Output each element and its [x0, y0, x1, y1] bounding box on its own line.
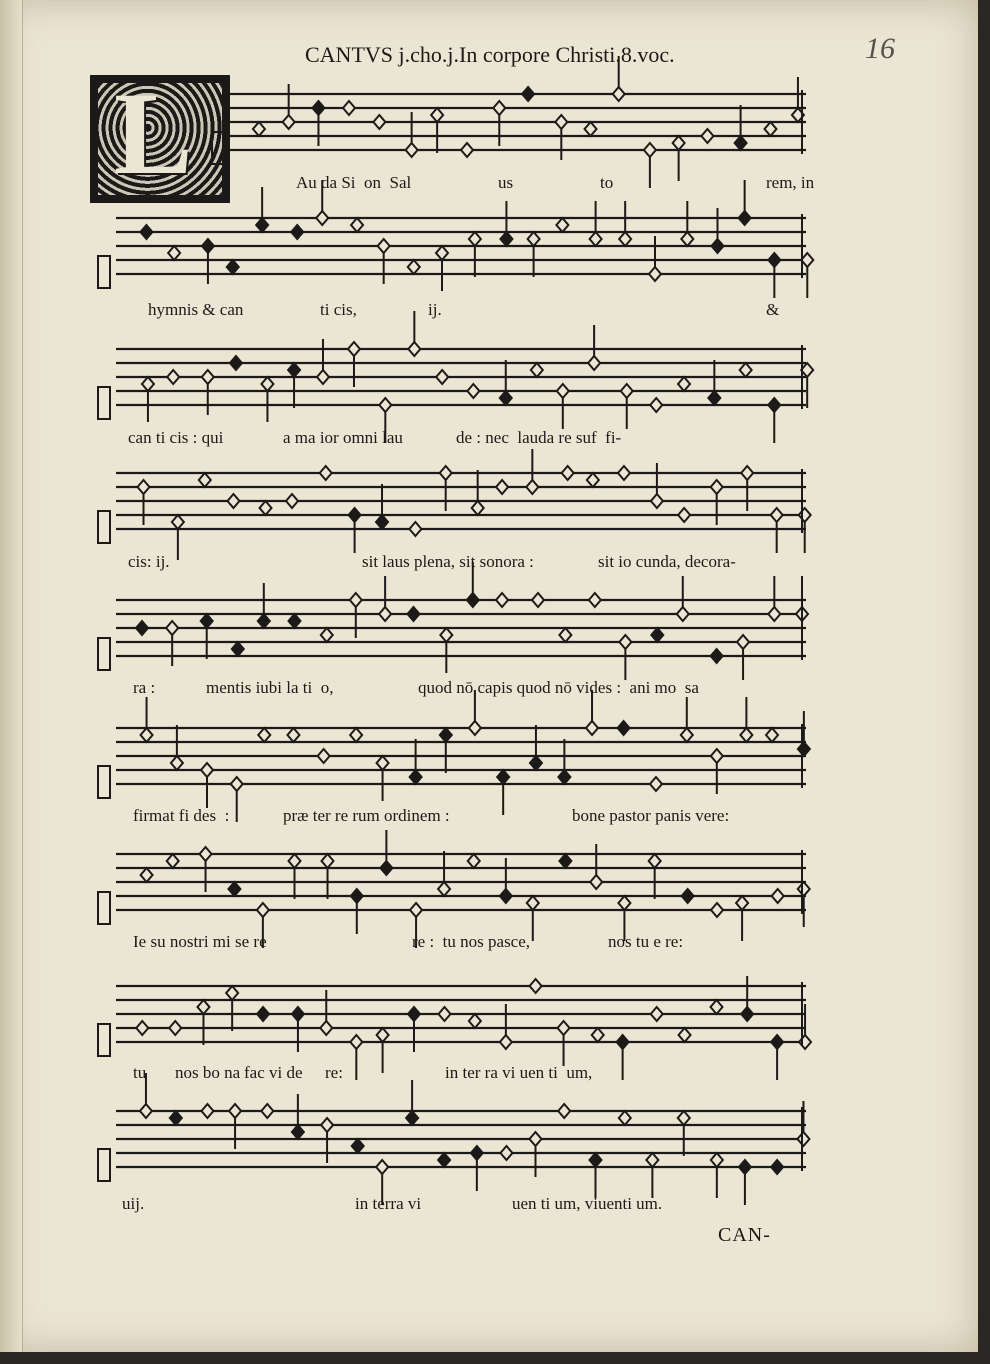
- lyric-text: hymnis & can: [148, 300, 244, 319]
- note-head: [469, 232, 481, 246]
- note-head: [472, 501, 484, 515]
- note-head: [562, 466, 574, 480]
- note-head: [322, 854, 334, 868]
- lyric-text: a ma ior omni lau: [283, 428, 403, 447]
- page-header: CANTVS j.cho.j.In corpore Christi.8.voc.: [305, 42, 675, 67]
- music-staff: [98, 467, 808, 557]
- note-head: [230, 356, 242, 370]
- note-head: [649, 854, 661, 868]
- note-head: [618, 466, 630, 480]
- note-head: [257, 1007, 269, 1021]
- note-head: [288, 363, 300, 377]
- note-head: [260, 501, 272, 515]
- note-head: [530, 979, 542, 993]
- music-staff: [98, 1105, 808, 1195]
- note-head: [348, 342, 360, 356]
- note-head: [199, 473, 211, 487]
- lyric-text: mentis iubi la ti o,: [206, 678, 334, 697]
- note-head: [201, 614, 213, 628]
- note-head: [377, 1028, 389, 1042]
- note-head: [701, 129, 713, 143]
- clef-icon: [212, 132, 224, 164]
- note-head: [650, 777, 662, 791]
- clef-icon: [98, 892, 110, 924]
- note-head: [798, 742, 810, 756]
- note-head: [258, 728, 270, 742]
- note-head: [283, 115, 295, 129]
- note-head: [202, 239, 214, 253]
- note-head: [651, 628, 663, 642]
- music-staff: [212, 88, 808, 178]
- lyric-text: in terra vi: [355, 1194, 422, 1213]
- note-head: [440, 466, 452, 480]
- note-head: [558, 1104, 570, 1118]
- note-head: [737, 635, 749, 649]
- note-head: [167, 370, 179, 384]
- note-head: [316, 211, 328, 225]
- note-head: [741, 466, 753, 480]
- note-head: [559, 854, 571, 868]
- note-head: [141, 728, 153, 742]
- note-head: [589, 1153, 601, 1167]
- note-head: [258, 614, 270, 628]
- lyric-text: uij.: [122, 1194, 145, 1213]
- note-head: [469, 1014, 481, 1028]
- note-head: [137, 480, 149, 494]
- lyric-text: nos tu e re:: [608, 932, 684, 951]
- note-head: [261, 377, 273, 391]
- note-head: [232, 642, 244, 656]
- lyric-text: firmat fi des :: [133, 806, 230, 825]
- note-head: [681, 728, 693, 742]
- note-head: [379, 398, 391, 412]
- lyric-text: can ti cis : qui: [128, 428, 224, 447]
- note-head: [350, 1035, 362, 1049]
- note-head: [256, 218, 268, 232]
- note-head: [440, 728, 452, 742]
- lyric-text: bone pastor panis vere:: [572, 806, 730, 825]
- note-head: [253, 122, 265, 136]
- note-head: [343, 101, 355, 115]
- note-head: [169, 1021, 181, 1035]
- note-head: [619, 1111, 631, 1125]
- note-head: [201, 1104, 213, 1118]
- note-head: [558, 770, 570, 784]
- note-head: [740, 728, 752, 742]
- note-head: [559, 628, 571, 642]
- note-head: [406, 143, 418, 157]
- note-head: [168, 246, 180, 260]
- note-head: [142, 377, 154, 391]
- note-head: [467, 384, 479, 398]
- lyric-text: ti cis,: [320, 300, 357, 319]
- note-head: [376, 515, 388, 529]
- note-head: [172, 515, 184, 529]
- lyric-text: ij.: [428, 300, 442, 319]
- note-head: [708, 391, 720, 405]
- note-head: [377, 756, 389, 770]
- note-head: [497, 770, 509, 784]
- note-head: [349, 508, 361, 522]
- note-head: [651, 1007, 663, 1021]
- note-head: [590, 232, 602, 246]
- lyric-text: re:: [325, 1063, 343, 1082]
- lyric-text: us: [498, 173, 514, 192]
- note-head: [436, 246, 448, 260]
- note-head: [140, 225, 152, 239]
- note-head: [288, 614, 300, 628]
- note-head: [768, 253, 780, 267]
- note-head: [289, 854, 301, 868]
- note-head: [682, 889, 694, 903]
- lyric-text: sit laus plena, sit sonora :: [362, 552, 534, 571]
- note-head: [739, 211, 751, 225]
- note-head: [644, 143, 656, 157]
- note-head: [407, 607, 419, 621]
- note-head: [646, 1153, 658, 1167]
- note-head: [711, 239, 723, 253]
- note-head: [228, 882, 240, 896]
- note-head: [736, 896, 748, 910]
- page-gutter: [0, 0, 23, 1352]
- note-head: [439, 1007, 451, 1021]
- lyric-text: rem, in: [766, 173, 815, 192]
- note-head: [711, 749, 723, 763]
- music-staff: [98, 980, 808, 1070]
- initial-letter: L: [114, 68, 193, 199]
- note-head: [711, 1000, 723, 1014]
- note-head: [286, 494, 298, 508]
- lyric-text: ra :: [133, 678, 156, 697]
- note-head: [202, 370, 214, 384]
- note-head: [771, 508, 783, 522]
- clef-icon: [98, 766, 110, 798]
- note-head: [136, 1021, 148, 1035]
- note-head: [681, 232, 693, 246]
- note-head: [500, 889, 512, 903]
- note-head: [799, 1035, 811, 1049]
- note-head: [438, 1153, 450, 1167]
- lyric-text: nos bo na: [175, 1063, 241, 1082]
- note-head: [467, 593, 479, 607]
- note-head: [771, 1160, 783, 1174]
- note-head: [351, 218, 363, 232]
- music-staff: [98, 212, 808, 302]
- note-head: [231, 777, 243, 791]
- note-head: [587, 473, 599, 487]
- clef-icon: [98, 511, 110, 543]
- note-head: [471, 1146, 483, 1160]
- note-head: [408, 342, 420, 356]
- note-head: [201, 763, 213, 777]
- note-head: [440, 628, 452, 642]
- note-head: [531, 363, 543, 377]
- note-head: [141, 868, 153, 882]
- note-head: [556, 218, 568, 232]
- lyric-text: quod nō capis quod nō vides : ani mo sa: [418, 678, 699, 697]
- note-head: [711, 1153, 723, 1167]
- note-head: [618, 721, 630, 735]
- note-head: [227, 494, 239, 508]
- note-head: [136, 621, 148, 635]
- note-head: [619, 635, 631, 649]
- clef-icon: [98, 638, 110, 670]
- note-head: [200, 847, 212, 861]
- note-head: [613, 87, 625, 101]
- note-head: [768, 398, 780, 412]
- note-head: [619, 232, 631, 246]
- note-head: [469, 721, 481, 735]
- note-head: [768, 607, 780, 621]
- note-head: [711, 903, 723, 917]
- note-head: [650, 398, 662, 412]
- note-head: [771, 1035, 783, 1049]
- note-head: [522, 87, 534, 101]
- note-head: [801, 253, 813, 267]
- note-head: [557, 384, 569, 398]
- catchword: CAN-: [718, 1224, 771, 1246]
- note-head: [500, 391, 512, 405]
- clef-icon: [98, 256, 110, 288]
- note-head: [592, 1028, 604, 1042]
- note-head: [197, 1000, 209, 1014]
- decorated-initial: [90, 68, 230, 203]
- music-staff: [98, 594, 808, 684]
- note-head: [711, 649, 723, 663]
- note-head: [496, 593, 508, 607]
- note-head: [772, 889, 784, 903]
- music-staff: [98, 848, 808, 938]
- note-head: [408, 260, 420, 274]
- note-head: [321, 628, 333, 642]
- note-head: [320, 1021, 332, 1035]
- note-head: [291, 225, 303, 239]
- note-head: [438, 882, 450, 896]
- note-head: [292, 1125, 304, 1139]
- lyric-text: cis: ij.: [128, 552, 170, 571]
- note-head: [321, 1118, 333, 1132]
- lyric-text: to: [600, 173, 614, 192]
- lyric-text: tu: [133, 1063, 147, 1082]
- note-head: [261, 1104, 273, 1118]
- note-head: [257, 903, 269, 917]
- note-head: [350, 593, 362, 607]
- note-head: [376, 1160, 388, 1174]
- note-head: [410, 903, 422, 917]
- lyric-text: in ter ra vi uen ti um,: [445, 1063, 593, 1082]
- note-head: [167, 854, 179, 868]
- lyric-text: re : tu nos pasce,: [412, 932, 531, 951]
- note-head: [468, 854, 480, 868]
- note-head: [317, 370, 329, 384]
- note-head: [618, 896, 630, 910]
- note-head: [170, 1111, 182, 1125]
- note-head: [797, 1132, 809, 1146]
- note-head: [500, 1146, 512, 1160]
- lyric-text: &: [766, 300, 780, 319]
- note-head: [500, 1035, 512, 1049]
- clef-icon: [98, 1149, 110, 1181]
- note-head: [408, 1007, 420, 1021]
- note-head: [527, 896, 539, 910]
- note-head: [766, 728, 778, 742]
- note-head: [590, 875, 602, 889]
- note-head: [528, 232, 540, 246]
- note-head: [431, 108, 443, 122]
- note-head: [673, 136, 685, 150]
- note-head: [320, 466, 332, 480]
- note-head: [352, 1139, 364, 1153]
- note-head: [677, 607, 689, 621]
- clef-icon: [98, 387, 110, 419]
- note-head: [532, 593, 544, 607]
- folio-number: 16: [865, 32, 895, 65]
- lyric-text: Ie su nostri mi se re: [133, 932, 267, 951]
- note-head: [496, 480, 508, 494]
- note-head: [679, 1028, 691, 1042]
- note-head: [526, 480, 538, 494]
- note-head: [406, 1111, 418, 1125]
- note-head: [312, 101, 324, 115]
- note-head: [741, 1007, 753, 1021]
- note-head: [799, 508, 811, 522]
- music-staff: [98, 343, 808, 433]
- note-head: [166, 621, 178, 635]
- note-head: [649, 267, 661, 281]
- note-head: [373, 115, 385, 129]
- note-head: [555, 115, 567, 129]
- note-head: [621, 384, 633, 398]
- lyric-text: de : nec lauda re suf fi-: [456, 428, 622, 447]
- note-head: [585, 122, 597, 136]
- note-head: [735, 136, 747, 150]
- note-head: [739, 1160, 751, 1174]
- note-head: [380, 861, 392, 875]
- note-head: [229, 1104, 241, 1118]
- note-head: [529, 1132, 541, 1146]
- note-head: [318, 749, 330, 763]
- note-head: [378, 239, 390, 253]
- note-head: [586, 721, 598, 735]
- note-head: [588, 356, 600, 370]
- note-head: [678, 508, 690, 522]
- music-staff: [98, 722, 808, 812]
- note-head: [171, 756, 183, 770]
- note-head: [140, 1104, 152, 1118]
- note-head: [410, 770, 422, 784]
- note-head: [678, 1111, 690, 1125]
- note-head: [227, 260, 239, 274]
- clef-icon: [98, 1024, 110, 1056]
- note-head: [740, 363, 752, 377]
- note-head: [493, 101, 505, 115]
- lyric-text: sit io cunda, decora-: [598, 552, 736, 571]
- lyric-text: præ ter re rum ordinem :: [283, 806, 450, 825]
- note-head: [530, 756, 542, 770]
- note-head: [287, 728, 299, 742]
- note-head: [678, 377, 690, 391]
- lyric-text: Au da Si on Sal: [296, 173, 412, 192]
- note-head: [500, 232, 512, 246]
- note-head: [711, 480, 723, 494]
- note-head: [409, 522, 421, 536]
- note-head: [651, 494, 663, 508]
- note-head: [436, 370, 448, 384]
- note-head: [379, 607, 391, 621]
- note-head: [764, 122, 776, 136]
- note-head: [617, 1035, 629, 1049]
- note-head: [558, 1021, 570, 1035]
- lyric-text: fac vi de: [244, 1063, 303, 1082]
- note-head: [292, 1007, 304, 1021]
- note-head: [350, 728, 362, 742]
- note-head: [351, 889, 363, 903]
- note-head: [461, 143, 473, 157]
- lyric-text: uen ti um, viuenti um.: [512, 1194, 663, 1213]
- note-head: [226, 986, 238, 1000]
- note-head: [798, 882, 810, 896]
- note-head: [589, 593, 601, 607]
